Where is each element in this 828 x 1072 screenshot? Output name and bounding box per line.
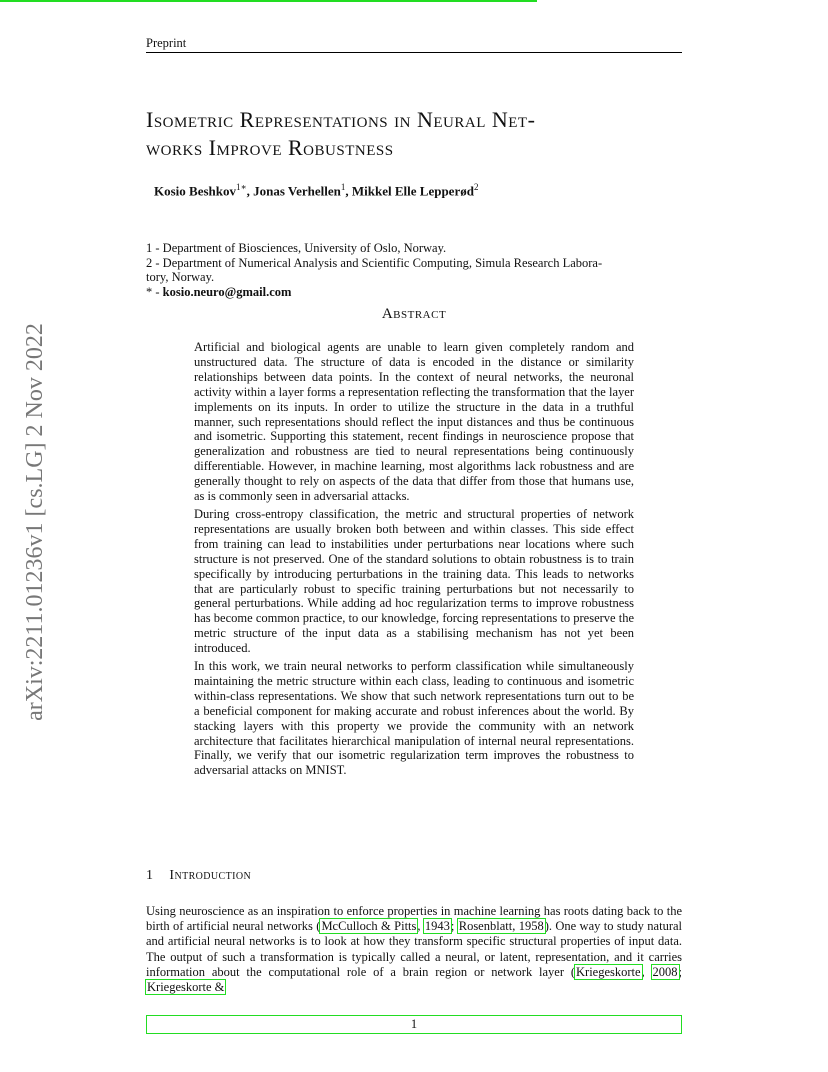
- running-header: Preprint: [146, 36, 187, 50]
- link-highlight-bar: [0, 0, 537, 2]
- abstract-paragraph-3: In this work, we train neural networks to perform classification while simultaneously maintaining the metric structure within each class, leading to continuous and isometric within-class representations. We show that such network representations turn out to be a beneficial component for making accurate and robust inferences about the world. By stacking layers with this property we provide the community with an network architecture that facilitates hierarchical manipulation of internal neural representations. Finally, we verify that our isometric regularization term improves the robustness to adversarial attacks on MNIST.: [194, 659, 634, 778]
- citation-link[interactable]: Kriegeskorte: [576, 964, 641, 979]
- affiliations: [146, 241, 684, 299]
- author-3-affil: 2: [473, 182, 479, 192]
- abstract-body: [194, 340, 634, 781]
- title-line-1: Isometric Representations in Neural Net-: [146, 107, 536, 132]
- citation-link[interactable]: Kriegeskorte &: [147, 980, 225, 995]
- citation-link[interactable]: Rosenblatt, 1958: [458, 919, 544, 934]
- arxiv-side-stamp: arXiv:2211.01236v1 [cs.LG] 2 Nov 2022: [22, 323, 48, 721]
- email-address: kosio.neuro@gmail.com: [162, 284, 292, 299]
- section-heading-introduction: [146, 868, 251, 884]
- abstract-paragraph-1: Artificial and biological agents are unable to learn given completely random and unstructured data. The structure of data is encoded in the distance or similarity relationships between data points. In the context of neural networks, the neuronal activity within a layer forms a representation reflecting the transformation that the layer implements on its inputs. In order to utilize the structure in the data in a truthful manner, such representations should reflect the input distances and thus be continuous and isometric. Supporting this statement, recent findings in neuroscience propose that generalization and robustness are tied to neural representations being continuously differentiable. However, in machine learning, most algorithms lack robustness and are generally thought to rely on aspects of the data that differ from those that humans use, as is commonly seen in adversarial attacks.: [194, 340, 634, 504]
- abstract-heading: Abstract: [381, 306, 447, 322]
- citation-link[interactable]: 2008: [652, 964, 678, 979]
- author-1: Kosio Beshkov: [154, 183, 236, 199]
- author-list: Kosio Beshkov$^{1∗}$, Jonas Verhellen$^1$, Mikkel Elle Lepperød$^2$: [154, 182, 479, 199]
- author-2-affil: 1: [340, 182, 346, 192]
- author-1-affil: 1∗: [236, 182, 247, 192]
- page-number-link[interactable]: 1: [146, 1015, 682, 1034]
- section-number: 1: [146, 868, 154, 883]
- affiliation-2-cont: tory, Norway.: [146, 270, 215, 284]
- abstract-paragraph-2: During cross-entropy classification, the metric and structural properties of network representations are usually broken both between and within classes. This side effect from training can lead to instabilities under perturbations near locations where such structure is not preserved. One of the standard solutions to obtain robustness is to train specifically by introducing perturbations in the training data. This leads to networks that are particularly robust to specific training perturbations but not necessarily to general perturbations. While adding ad hoc regularization terms to improve robustness has become common practice, to our knowledge, forcing representations to preserve the metric structure of the input data as a stabilising mechanism has not yet been introduced.: [194, 506, 634, 656]
- author-3: Mikkel Elle Lepperød: [351, 183, 474, 199]
- affiliation-2: 2 - Department of Numerical Analysis and Scientific Computing, Simula Research Labora-: [146, 255, 603, 270]
- citation-link[interactable]: McCulloch & Pitts: [321, 919, 417, 934]
- corresponding-author: * - kosio.neuro@gmail.com: [146, 284, 292, 299]
- title-line-2: works Improve Robustness: [146, 135, 394, 160]
- header-rule: [146, 52, 682, 53]
- section-title: Introduction: [169, 868, 252, 883]
- citation-link[interactable]: 1943: [424, 919, 450, 934]
- intro-paragraph: Using neuroscience as an inspiration to enforce properties in machine learning has roots dating back to the birth of artificial neural networks (McCulloch & Pitts, 1943; Rosenblatt, 1958). One way to study natural and artificial neural networks is to look at how they transform specific structural properties of input data. The output of such a transformation is typically called a neural, or latent, representation, and it carries information about the computational role of a brain region or network layer (Kriegeskorte, 2008; Kriegeskorte &: [146, 904, 683, 995]
- affiliation-1: 1 - Department of Biosciences, University of Oslo, Norway.: [146, 241, 447, 255]
- author-2: Jonas Verhellen: [253, 183, 341, 199]
- paper-title: [146, 106, 686, 162]
